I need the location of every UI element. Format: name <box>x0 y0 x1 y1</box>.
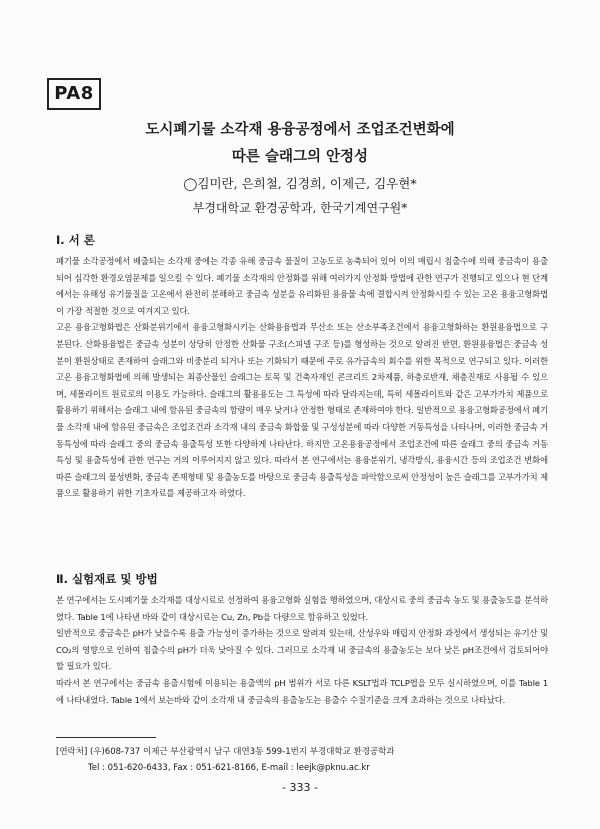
title-line-1: 도시폐기물 소각재 용융공정에서 조업조건변화에 <box>145 122 455 138</box>
section-heading-intro: Ⅰ. 서 론 <box>56 233 95 247</box>
affiliation: 부경대학교 환경공학과, 한국기계연구원* <box>192 201 408 215</box>
footer-divider <box>56 737 156 738</box>
section-body-intro <box>56 253 548 502</box>
section-heading-methods: Ⅱ. 실험재료 및 방법 <box>56 572 158 586</box>
poster-tag: PA8 <box>47 78 101 110</box>
contact-phone-email: Tel : 051-620-6433, Fax : 051-621-8166, E-mail : leejk@pknu.ac.kr <box>88 763 370 773</box>
paragraph: 폐기물 소각공정에서 배출되는 소각재 중에는 각종 유해 중금속 물질이 고농도로 농축되어 있어 이의 매립시 침출수에 의해 중금속이 용출되어 심각한 환경오염문제를 일으킬 수 있다. 폐기물 소각재의 안정화를 위해 여러가지 안정화 방법에 관한 연구가 진행되고 있으나 현 단계에서는 유해성 유기물질을 고온에서 완전히 분해하고 중금속 성분을 유리화된 용융물 속에 결합시켜 안정화시킬 수 있는 고온 용융고형화법이 가장 적절한 것으로 여겨지고 있다. <box>56 256 548 316</box>
authors: ◯김미란, 은희철, 김경희, 이제근, 김우현* <box>183 176 417 191</box>
paragraph: 고온 용융고형화법은 산화분위기에서 용융고형화시키는 산화용융법과 무산소 또는 산소부족조건에서 용융고형화하는 환원용융법으로 구분된다. 산화용융법은 중금속 성분이 상당히 안정한 산화물 구조(스피넬 구조 등)를 형성하는 것으로 알려진 반면, 환원용융법은 중금속 성분이 환원상태로 존재하여 슬래그와 비중분리 되거나 또는 기화되기 때문에 주로 유가금속의 회수를 위한 목적으로 연구되고 있다. 이러한 고온 용융고형화법에 의해 발생되는 최종산물인 슬래그는 토목 및 건축자재인 콘크리트 2차제품, 하층로반재, 채층진재로 사용될 수 있으며, 세몰라이트 원료로의 이용도 가능하다. 슬래그의 활용용도는 그 특성에 따라 달라지는데, 특히 세몰라이트와 같은 고부가가치 제품으로 활용하기 위해서는 슬래그 내에 함유된 중금속의 함량이 매우 낮거나 안정한 형태로 존재하여야 한다. 일반적으로 용융고형화공정에서 폐기물 소각재 내에 함유된 중금속은 조업조건과 소각재 내의 중금속 화합물 및 구성성분에 따라 다양한 거동특성을 나타나며, 이러한 중금속 거동특성에 따라 슬래그 중의 중금속 용출특성 또한 다양하게 나타난다. 하지만 고온용융공정에서 조업조건에 따른 슬래그 중의 중금속 거동특성 및 용출특성에 관한 연구는 거의 이루어지지 않고 있다. 따라서 본 연구에서는 용융분위기, 냉각방식, 용융시간 등의 조업조건 변화에 따른 슬래그의 물성변화, 중금속 존재형태 및 용출농도를 바탕으로 중금속 용출특성을 파악함으로써 안정성이 높은 슬래그를 고부가가치 제품으로 활용하기 위한 기초자료를 제공하고자 하였다. <box>56 322 548 499</box>
page-number: - 333 - <box>282 781 318 794</box>
paragraph: 본 연구에서는 도시폐기물 소각재를 대상시료로 선정하여 용융고형화 실험을 행하였으며, 대상시료 중의 중금속 농도 및 용출농도를 분석하였다. Table 1에 나타낸 바와 같이 대상시료는 Cu, Zn, Pb을 다량으로 함유하고 있었다. <box>56 595 548 622</box>
title-line-2: 따른 슬래그의 안정성 <box>231 149 369 165</box>
contact-address: [연락처] (우)608-737 이제근 부산광역시 남구 대연3동 599-1번지 부경대학교 환경공학과 <box>56 747 395 757</box>
paragraph: 일반적으로 중금속은 pH가 낮을수록 용출 가능성이 증가하는 것으로 알려져 있는데, 산성우와 매립지 안정화 과정에서 생성되는 유기산 및 CO₂의 영향으로 인하여 침출수의 pH가 더욱 낮아질 수 있다. 그러므로 소각재 내 중금속의 용출농도는 보다 낮은 pH조건에서 검토되어야 할 필요가 있다. <box>56 628 548 672</box>
section-body-methods <box>56 592 548 708</box>
paragraph: 따라서 본 연구에서는 중금속 용출시험에 이용되는 용출액의 pH 범위가 서로 다른 KSLT법과 TCLP법을 모두 실시하였으며, 이를 Table 1에 나타내었다. Table 1에서 보는바와 같이 소각재 내 중금속의 용출농도는 용출수 수질기준을 크게 초과하는 것으로 나타났다. <box>56 677 548 705</box>
